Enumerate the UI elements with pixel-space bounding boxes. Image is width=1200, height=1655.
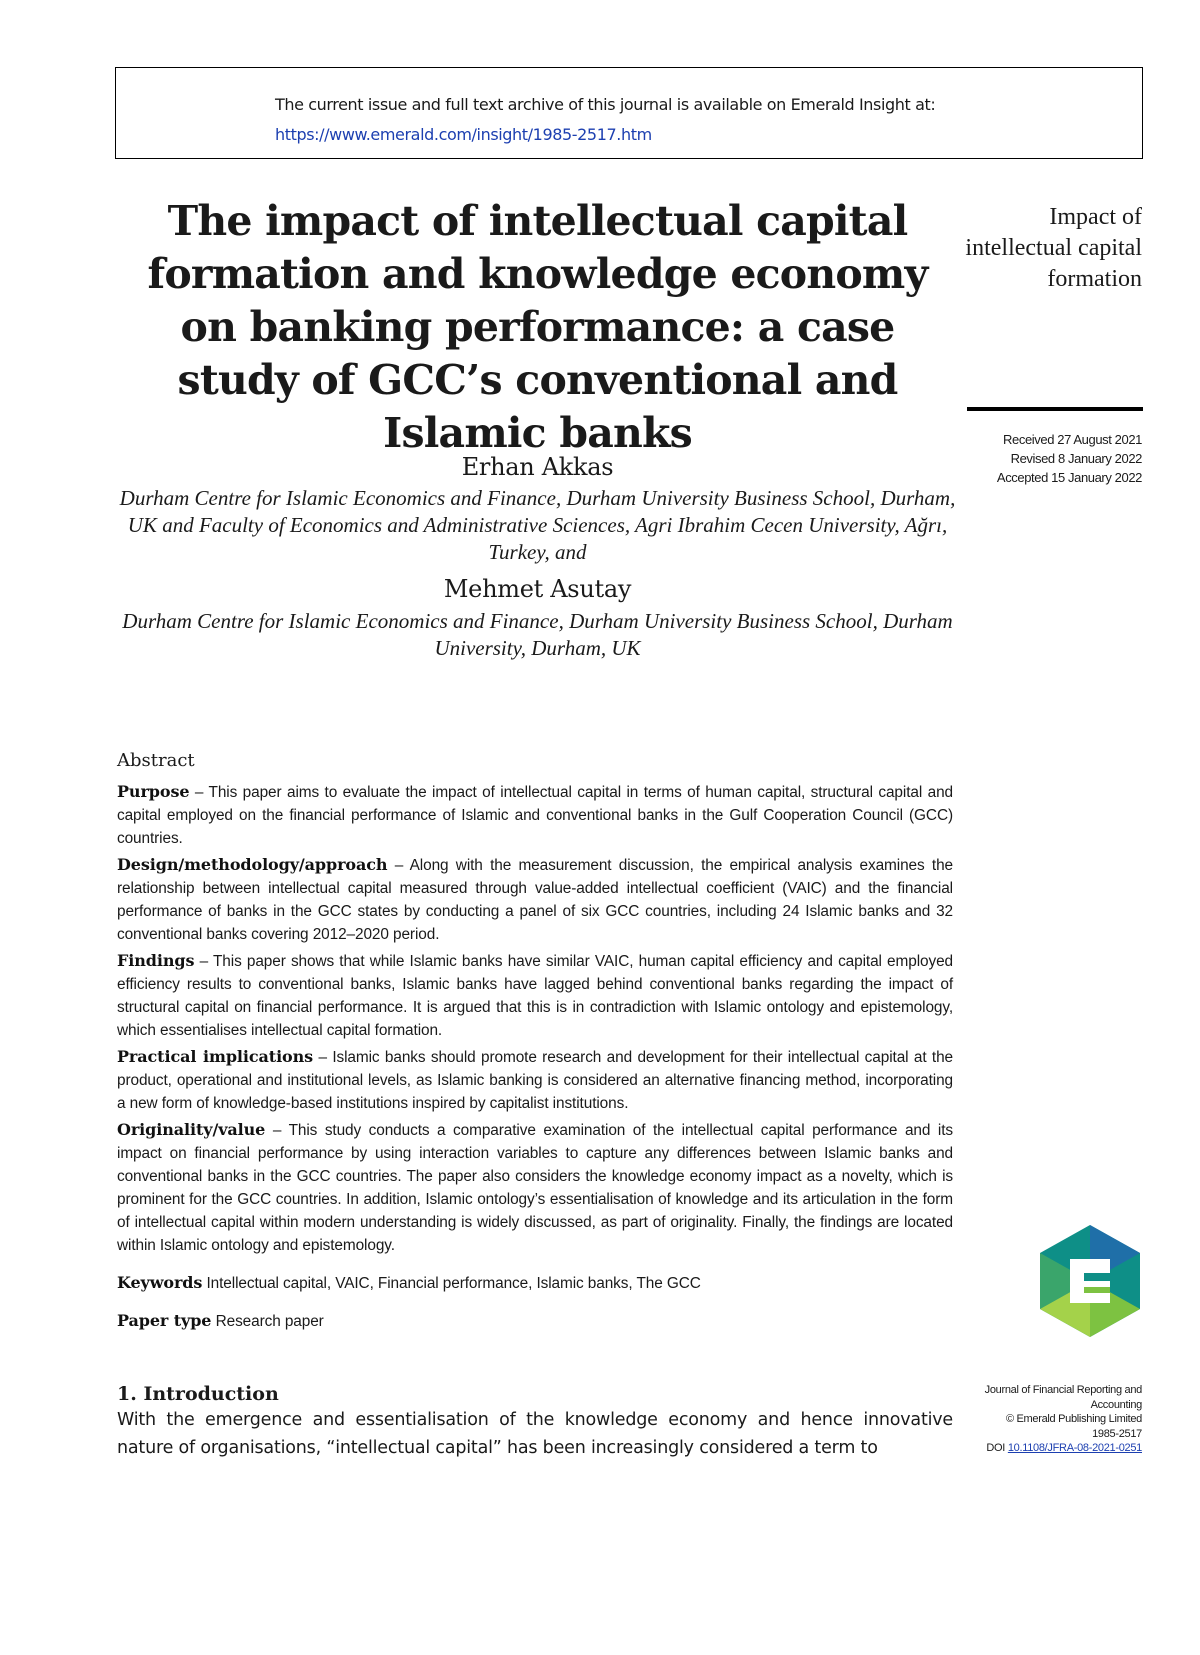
accepted-date: Accepted 15 January 2022 <box>996 470 1142 485</box>
author-name-1: Erhan Akkas <box>461 453 614 481</box>
abstract-originality: Originality/value – This study conducts a comparative examination of the intellectual capital performance and its impact on financial performance by using interaction variables to capture any differences between Islamic banks and conventional banks in the GCC countries. The paper also considers the knowledge economy impact as a novelty, which is prominent for the GCC countries. In addition, Islamic ontology’s essentialisation of knowledge and its articulation in the form of intellectual capital within modern understanding is widely discussed, as part of originality. Finally, the findings are located within Islamic ontology and epistemology. <box>117 1120 953 1254</box>
keywords-line <box>117 1271 953 1295</box>
abstract-body <box>117 780 953 1336</box>
keywords-text: Intellectual capital, VAIC, Financial performance, Islamic banks, The GCC <box>206 1275 701 1292</box>
abstract-label-practical: Practical implications <box>117 1047 314 1066</box>
abstract-text-purpose: This paper aims to evaluate the impact of intellectual capital in terms of human capital, structural capital and capital employed on the financial performance of Islamic and conventional banks in the Gulf Cooperation Council (GCC) countries. <box>117 784 953 847</box>
abstract-findings: Findings – This paper shows that while Islamic banks have similar VAIC, human capital efficiency and capital employed efficiency results to conventional banks, Islamic banks have lagged behind conventional banks regarding the impact of structural capital on financial performance. It is argued that this is in contradiction with Islamic ontology and epistemology, which essentialises intellectual capital formation. <box>117 951 953 1039</box>
received-date: Received 27 August 2021 <box>1003 432 1142 447</box>
paper-type-label: Paper type <box>117 1311 212 1330</box>
introduction-text: With the emergence and essentialisation of the knowledge economy and hence innovative nature of organisations, “intellectual capital” has been increasingly considered a term to <box>117 1410 953 1458</box>
emerald-logo <box>1040 1225 1140 1337</box>
abstract-text-design: Along with the measurement discussion, the empirical analysis examines the relationship between intellectual capital measured through value-added intellectual coefficient (VAIC) and the financial performance of banks in the GCC states by conducting a panel of six GCC countries, including 24 Islamic banks and 32 conventional banks covering 2012–2020 period. <box>117 857 953 943</box>
abstract-design: Design/methodology/approach – Along with the measurement discussion, the empirical analysis examines the relationship between intellectual capital measured through value-added intellectual coefficient (VAIC) and the financial performance of banks in the GCC states by conducting a panel of six GCC countries, including 24 Islamic banks and 32 conventional banks covering 2012–2020 period. <box>117 855 953 943</box>
running-head: Impact of intellectual capital formation <box>965 204 1142 292</box>
introduction-heading: 1. Introduction <box>117 1383 279 1405</box>
abstract-label-originality: Originality/value <box>117 1120 266 1139</box>
author-name-2: Mehmet Asutay <box>443 575 632 603</box>
abstract-text-findings: This paper shows that while Islamic banks have similar VAIC, human capital efficiency and capital employed efficiency results to conventional banks, Islamic banks have lagged behind conventional banks regarding the impact of structural capital on financial performance. It is argued that this is in contradiction with Islamic ontology and epistemology, which essentialises intellectual capital formation. <box>117 953 953 1039</box>
abstract-practical: Practical implications – Islamic banks should promote research and development for their intellectual capital at the product, operational and institutional levels, as Islamic banking is considered an alternative financing method, incorporating a new form of knowledge-based institutions inspired by capitalist institutions. <box>117 1047 953 1112</box>
paper-type-text: Research paper <box>215 1313 324 1330</box>
revised-date: Revised 8 January 2022 <box>1010 451 1142 466</box>
doi-line <box>940 1441 1142 1456</box>
journal-name: Journal of Financial Reporting and Accounting <box>984 1384 1142 1411</box>
notice-text: The current issue and full text archive of this journal is available on Emerald Insight at: <box>275 95 936 114</box>
keywords-label: Keywords <box>117 1273 203 1292</box>
abstract-label-purpose: Purpose <box>117 782 190 801</box>
publisher: © Emerald Publishing Limited <box>1005 1413 1142 1425</box>
abstract-label-findings: Findings <box>117 951 195 970</box>
journal-info <box>940 1383 1142 1456</box>
journal-archive-link[interactable]: https://www.emerald.com/insight/1985-2517.htm <box>275 125 652 144</box>
author-affiliation-2: Durham Centre for Islamic Economics and Finance, Durham University Business School, Durham University, Durham, UK <box>122 609 953 660</box>
author-affiliation-1: Durham Centre for Islamic Economics and Finance, Durham University Business School, Durham, UK and Faculty of Economics and Administrative Sciences, Agri Ibrahim Cecen University, Ağrı, Turkey, and <box>119 486 956 564</box>
issn: 1985-2517 <box>1092 1427 1142 1440</box>
abstract-text-practical: Islamic banks should promote research and development for their intellectual capital at the product, operational and institutional levels, as Islamic banking is considered an alternative financing method, incorporating a new form of knowledge-based institutions inspired by capitalist institutions. <box>117 1049 953 1112</box>
abstract-text-originality: This study conducts a comparative examination of the intellectual capital performance and its impact on financial performance by using interaction variables to capture any differences between Islamic banks and conventional banks in the GCC countries. The paper also considers the knowledge economy impact as a novelty, which is prominent for the GCC countries. In addition, Islamic ontology’s essentialisation of knowledge and its articulation in the form of intellectual capital within modern understanding is widely discussed, as part of originality. Finally, the findings are located within Islamic ontology and epistemology. <box>117 1122 953 1254</box>
publication-dates <box>940 430 1142 487</box>
paper-title: The impact of intellectual capital formation and knowledge economy on banking performance: a case study of GCC’s conventional and Islamic banks <box>147 197 928 457</box>
abstract-label-design: Design/methodology/approach <box>117 855 388 874</box>
abstract-purpose: Purpose – This paper aims to evaluate the impact of intellectual capital in terms of human capital, structural capital and capital employed on the financial performance of Islamic and conventional banks in the Gulf Cooperation Council (GCC) countries. <box>117 782 953 847</box>
journal-notice <box>275 90 1055 150</box>
paper-type-line <box>117 1309 953 1333</box>
side-divider <box>967 407 1143 411</box>
doi-label: DOI <box>986 1442 1006 1454</box>
doi-link[interactable]: 10.1108/JFRA-08-2021-0251 <box>1007 1442 1142 1454</box>
abstract-heading: Abstract <box>117 750 195 771</box>
